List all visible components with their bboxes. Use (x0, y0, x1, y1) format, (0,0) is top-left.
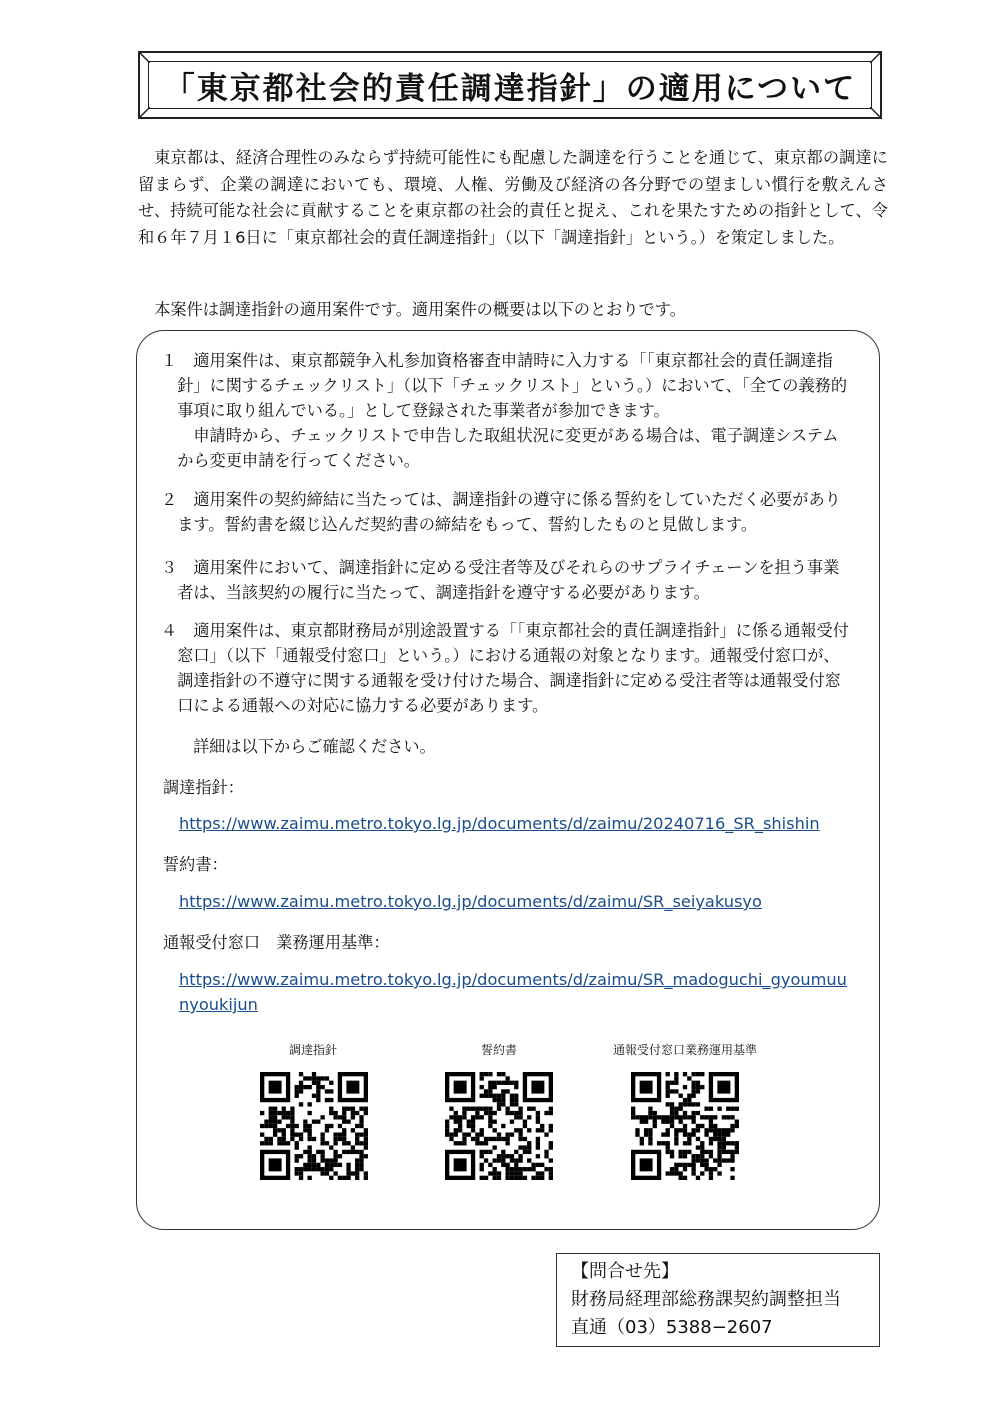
qr-code-icon[interactable] (445, 1072, 553, 1180)
link-madoguchi[interactable]: https://www.zaimu.metro.tokyo.lg.jp/documents/d/zaimu/SR_madoguchi_gyoumuunyoukijun (179, 970, 847, 1014)
info-box (136, 330, 880, 1230)
title-inner-frame (148, 61, 872, 109)
item-2-text: ２ 適用案件の契約締結に当たっては、調達指針の遵守に係る誓約をしていただく必要があります。誓約書を綴じ込んだ契約書の締結をもって、誓約したものと見做します。 (161, 490, 841, 534)
item-1 (161, 348, 851, 473)
item-3-text: ３ 適用案件において、調達指針に定める受注者等及びそれらのサプライチェーンを担う事業者は、当該契約の履行に当たって、調達指針を遵守する必要があります。 (161, 558, 840, 602)
item-1-sub: 申請時から、チェックリストで申告した取組状況に変更がある場合は、電子調達システムから変更申請を行ってください。 (177, 426, 839, 470)
qr-code-icon[interactable] (260, 1072, 368, 1180)
item-4 (161, 618, 851, 718)
qr-code-icon[interactable] (631, 1072, 739, 1180)
page-title: 「東京都社会的責任調達指針」の適用について (163, 70, 857, 107)
link-label-seiyakusyo: 誓約書： (163, 855, 228, 874)
qr-caption-seiyakusyo: 誓約書 (480, 1043, 517, 1057)
qr-caption-madoguchi: 通報受付窓口業務運用基準 (612, 1043, 757, 1057)
contact-department: 財務局経理部総務課契約調整担当 (571, 1289, 841, 1310)
summary-line: 本案件は調達指針の適用案件です。適用案件の概要は以下のとおりです。 (154, 300, 686, 319)
item-2 (161, 487, 851, 537)
details-note: 詳細は以下からご確認ください。 (193, 737, 436, 756)
item-4-text: ４ 適用案件は、東京都財務局が別途設置する「「東京都社会的責任調達指針」に係る通報受付窓口」（以下「通報受付窓口」という。）における通報の対象となります。通報受付窓口が、調達指針の不遵守に関する通報を受け付けた場合、調達指針に定める受注者等は通報受付窓口による通報への対応に協力する必要があります。 (161, 621, 849, 715)
intro-paragraph: 東京都は、経済合理性のみならず持続可能性にも配慮した調達を行うことを通じて、東京都の調達に留まらず、企業の調達においても、環境、人権、労働及び経済の各分野での望ましい慣行を敷えんさせ、持続可能な社会に貢献することを東京都の社会的責任と捉え、これを果たすための指針として、令和６年７月１6日に「東京都社会的責任調達指針」（以下「調達指針」という。）を策定しました。 (138, 148, 888, 247)
title-frame (138, 51, 882, 119)
contact-phone: 直通（03）5388−2607 (571, 1317, 773, 1338)
link-shishin[interactable]: https://www.zaimu.metro.tokyo.lg.jp/documents/d/zaimu/20240716_SR_shishin (179, 814, 820, 833)
link-seiyakusyo[interactable]: https://www.zaimu.metro.tokyo.lg.jp/documents/d/zaimu/SR_seiyakusyo (179, 892, 762, 911)
contact-heading: 【問合せ先】 (571, 1261, 679, 1282)
link-label-shishin: 調達指針： (163, 778, 244, 797)
link-label-madoguchi: 通報受付窓口 業務運用基準： (163, 933, 390, 952)
item-3 (161, 555, 851, 605)
item-1-text: １ 適用案件は、東京都競争入札参加資格審査申請時に入力する「「東京都社会的責任調達指針」に関するチェックリスト」（以下「チェックリスト」という。）において、「全ての義務的事項に取り組んでいる。」として登録された事業者が参加できます。 (161, 351, 848, 420)
contact-box (556, 1253, 880, 1347)
qr-caption-shishin: 調達指針 (288, 1043, 337, 1057)
